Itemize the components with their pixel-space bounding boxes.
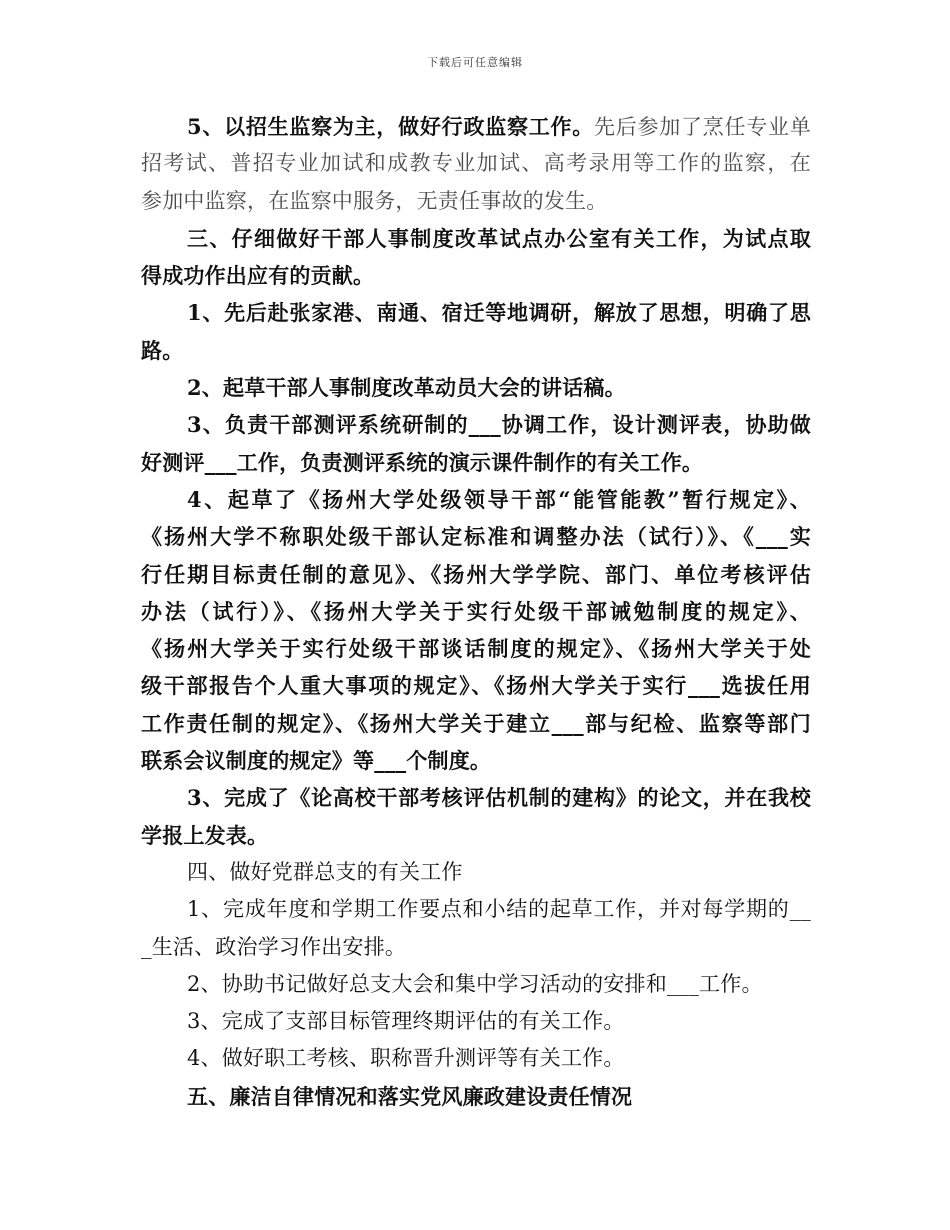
text-segment: 联系会议制度的规定》等___个制度。 <box>141 748 492 774</box>
text-line <box>141 891 811 928</box>
text-line <box>141 406 811 443</box>
text-segment: 5、以招生监察为主，做好行政监察工作。 <box>187 114 594 139</box>
text-line <box>141 593 811 630</box>
text-line <box>141 444 811 481</box>
paragraph <box>141 779 811 854</box>
paragraph <box>141 854 811 891</box>
text-line <box>141 1040 811 1077</box>
text-line <box>141 630 811 667</box>
text-segment: 工作责任制的规定》、《扬州大学关于建立___部与纪检、监察等部门 <box>141 710 811 736</box>
text-segment: _生活、政治学习作出安排。 <box>141 934 407 959</box>
paragraph <box>141 108 811 220</box>
paragraph <box>141 1003 811 1040</box>
text-line <box>141 779 811 816</box>
text-segment: 得成功作出应有的贡献。 <box>141 263 375 289</box>
text-line <box>141 1003 811 1040</box>
text-line <box>141 220 811 257</box>
text-segment: 1、先后赴张家港、南通、宿迁等地调研，解放了思想，明确了思 <box>187 300 811 326</box>
text-line <box>141 369 811 406</box>
text-line <box>141 518 811 555</box>
text-segment: 2、起草干部人事制度改革动员大会的讲话稿。 <box>187 375 626 401</box>
paragraph <box>141 966 811 1003</box>
text-line <box>141 481 811 518</box>
text-segment: 办法（试行）》、《扬州大学关于实行处级干部诫勉制度的规定》、 <box>141 598 811 624</box>
text-segment: 四、做好党群总支的有关工作 <box>187 859 463 884</box>
paragraph <box>141 220 811 295</box>
text-line <box>141 294 811 331</box>
text-line <box>141 667 811 704</box>
text-segment: 学报上发表。 <box>141 822 269 848</box>
text-line <box>141 966 811 1003</box>
paragraph <box>141 369 811 406</box>
text-line <box>141 145 811 182</box>
text-line <box>141 332 811 369</box>
paragraph <box>141 1078 811 1115</box>
text-segment: 3、完成了支部目标管理终期评估的有关工作。 <box>187 1009 625 1034</box>
text-segment: 4、做好职工考核、职称晋升测评等有关工作。 <box>187 1046 625 1071</box>
text-line <box>141 705 811 742</box>
text-segment: 1、完成年度和学期工作要点和小结的起草工作，并对每学期的__ <box>187 897 811 922</box>
text-line <box>141 257 811 294</box>
text-line <box>141 556 811 593</box>
text-segment: 级干部报告个人重大事项的规定》、《扬州大学关于实行___选拔任用 <box>141 673 811 699</box>
paragraph <box>141 406 811 481</box>
text-segment: 好测评___工作，负责测评系统的演示课件制作的有关工作。 <box>141 449 704 475</box>
text-line <box>141 929 811 966</box>
text-segment: 2、协助书记做好总支大会和集中学习活动的安排和___工作。 <box>187 971 763 996</box>
text-segment: 三、仔细做好干部人事制度改革试点办公室有关工作，为试点取 <box>187 225 811 251</box>
text-segment: 五、廉洁自律情况和落实党风廉政建设责任情况 <box>187 1083 633 1109</box>
paragraph <box>141 294 811 369</box>
text-line <box>141 1078 811 1115</box>
paragraph <box>141 891 811 966</box>
document-body <box>141 108 811 1115</box>
text-segment: 《扬州大学不称职处级干部认定标准和调整办法（试行）》、《___实 <box>141 524 811 550</box>
text-line <box>141 742 811 779</box>
text-segment: 行任期目标责任制的意见》、《扬州大学学院、部门、单位考核评估 <box>141 561 811 587</box>
paragraph <box>141 481 811 779</box>
text-segment: 参加中监察，在监察中服务，无责任事故的发生。 <box>141 188 608 213</box>
paragraph <box>141 1040 811 1077</box>
page-header: 下载后可任意编辑 <box>427 56 523 69</box>
text-segment: 先后参加了烹任专业单 <box>593 115 811 139</box>
text-line <box>141 108 811 145</box>
text-segment: 4、起草了《扬州大学处级领导干部“能管能教”暂行规定》、 <box>187 486 811 512</box>
text-line <box>141 183 811 220</box>
text-segment: 路。 <box>141 337 184 363</box>
text-segment: 招考试、普招专业加试和成教专业加试、高考录用等工作的监察，在 <box>141 151 811 176</box>
text-segment: 3、完成了《论高校干部考核评估机制的建构》的论文，并在我校 <box>187 785 811 811</box>
text-segment: 3、负责干部测评系统研制的___协调工作，设计测评表，协助做 <box>187 412 811 438</box>
text-line <box>141 817 811 854</box>
text-line <box>141 854 811 891</box>
text-segment: 《扬州大学关于实行处级干部谈话制度的规定》、《扬州大学关于处 <box>141 636 811 662</box>
